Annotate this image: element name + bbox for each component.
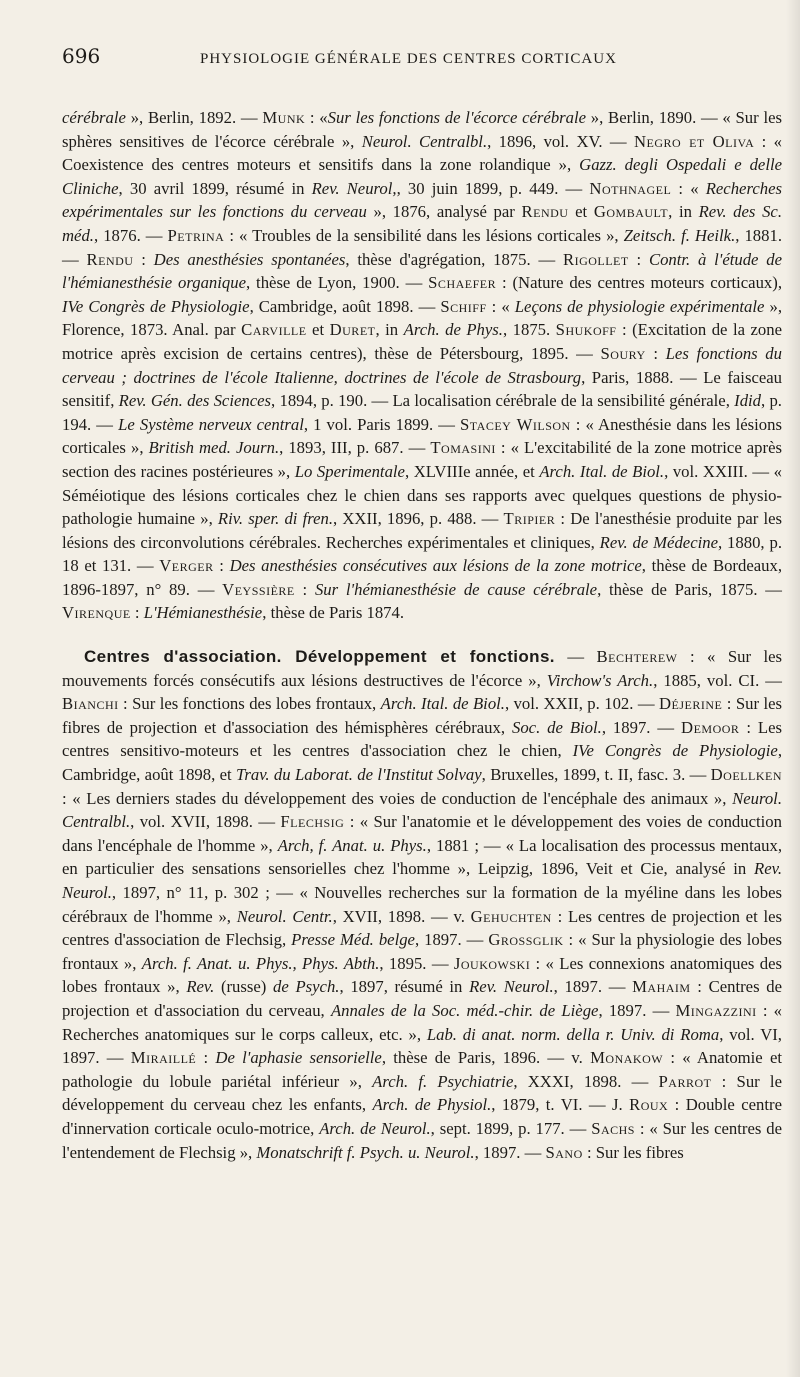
- italic-title: Rev. Gén. des Sciences: [118, 391, 272, 411]
- italic-title: IVe Congrès de Physiologie: [572, 741, 778, 761]
- text-run: : (Excitation de la zone motrice après excision de certains centres), thèse de Pétersbourg, 1895. —: [62, 320, 782, 363]
- author-name: Doellken: [710, 765, 782, 785]
- text-run: : Les centres de projection et les centres d'association de Flechsig,: [62, 906, 782, 950]
- italic-title: de Psych.: [273, 977, 340, 997]
- italic-title: Le Système nerveux central: [118, 414, 304, 434]
- text-run: », 1876, analysé par: [366, 202, 522, 222]
- italic-title: Lab. di anat. norm. della r. Univ. di Roma: [426, 1024, 720, 1044]
- text-run: : Double centre d'innervation corticale oculo-motrice,: [62, 1095, 782, 1138]
- page-header: [62, 44, 782, 68]
- author-name: Verger: [159, 556, 214, 576]
- text-run: , vol. XXII, p. 102. —: [504, 694, 659, 714]
- text-run: : Centres de projection et d'association du cerveau,: [62, 977, 782, 1020]
- section-heading: Centres d'association. Développement et fonctions.: [84, 647, 555, 667]
- author-name: Rendu: [86, 249, 134, 269]
- text-run: , 1875.: [502, 320, 556, 340]
- author-name: Mahaim: [632, 977, 691, 997]
- text-run: , 1879, t. VI. — J.: [491, 1095, 630, 1115]
- italic-title: British med. Journ.: [148, 438, 280, 458]
- author-name: Demoor: [681, 717, 740, 737]
- text-run: :: [196, 1048, 216, 1068]
- text-run: , 1897. —: [474, 1142, 546, 1162]
- author-name: Gombault: [593, 202, 669, 222]
- page-edge-shadow: [786, 0, 800, 1377]
- author-name: Shukoff: [555, 320, 617, 340]
- text-run: , 1894, p. 190. — La localisation cérébrale de la sensibilité générale,: [271, 391, 735, 411]
- author-name: Bianchi: [62, 694, 119, 714]
- text-run: , XXXI, 1898. —: [513, 1071, 659, 1091]
- author-name: Déjerine: [658, 694, 723, 714]
- italic-title: Presse Méd. belge: [291, 930, 415, 950]
- italic-title: De l'aphasie sensorielle: [215, 1048, 382, 1068]
- text-run: , 1881. —: [62, 225, 783, 269]
- text-run: , vol. XXIII. — « Séméiotique des lésions corticales chez le chien dans ses rapports avec quelques questions de physio-pathologie humaine »,: [62, 461, 782, 529]
- text-run: :: [133, 249, 154, 269]
- text-run: , thèse d'agrégation, 1875. —: [345, 249, 563, 269]
- author-name: Tomasini: [430, 438, 496, 458]
- italic-title: Lo Sperimentale: [294, 461, 405, 481]
- text-run: , 1897. —: [414, 930, 489, 950]
- text-run: , 1881 ; — « La localisation des processus mentaux, en particulier des sensations sensorielles chez l'homme », Leipzig, 1896, Veit et Cie, analysé in: [62, 835, 782, 879]
- bibliography-paragraph-association-centres: [62, 645, 782, 1164]
- text-run: : De l'anesthésie produite par les lésions des circonvolutions cérébrales. Recherches expérimentales et cliniques,: [62, 509, 782, 552]
- text-run: : « Anatomie et pathologie du lobule pariétal inférieur »,: [62, 1048, 783, 1091]
- text-run: , 1897. —: [598, 1000, 676, 1020]
- italic-title: Annales de la Soc. méd.-chir. de Liège: [330, 1000, 599, 1020]
- italic-title: Les fonctions du cerveau ; doctrines de l'école Italienne, doctrines de l'école de Strasbourg: [62, 343, 782, 387]
- text-run: : « L'excitabilité de la zone motrice après section des racines postérieures »,: [62, 438, 782, 481]
- text-run: : «: [671, 178, 706, 198]
- text-run: : « Sur la physiologie des lobes frontaux »,: [62, 930, 782, 973]
- italic-title: Rev. de Médecine: [599, 532, 718, 552]
- text-run: », Berlin, 1892. —: [125, 108, 263, 127]
- author-name: Veyssière: [222, 579, 295, 599]
- author-name: Petrina: [167, 225, 225, 245]
- text-run: (russe): [214, 977, 274, 997]
- italic-title: Neurol. Centralbl.: [361, 131, 488, 151]
- text-run: , vol. VI, 1897. —: [62, 1024, 782, 1068]
- text-run: : « Sur les centres de l'entendement de Flechsig »,: [62, 1118, 783, 1162]
- italic-title: Arch. f. Psychiatrie: [372, 1071, 514, 1091]
- italic-title: Neurol. Centr.: [236, 906, 333, 926]
- italic-title: cérébrale: [62, 108, 126, 127]
- text-run: : Sur le développement du cerveau chez les enfants,: [62, 1071, 782, 1115]
- italic-title: Arch. Ital. de Biol.: [539, 461, 665, 481]
- text-run: : « Les connexions anatomiques des lobes frontaux »,: [62, 953, 783, 997]
- text-run: , thèse de Paris 1874.: [262, 603, 405, 623]
- italic-title: Monatschrift f. Psych. u. Neurol.: [256, 1142, 475, 1162]
- text-run: , 30 avril 1899, résumé in: [118, 178, 312, 198]
- text-run: : « Troubles de la sensibilité dans les lésions corticales »,: [224, 225, 624, 245]
- author-name: Schaefer: [428, 273, 497, 293]
- italic-title: Trav. du Laborat. de l'Institut Solvay: [236, 765, 482, 785]
- italic-title: Soc. de Biol.: [511, 717, 602, 737]
- italic-title: Arch. f. Anat. u. Phys., Phys. Abth.: [141, 953, 380, 973]
- text-run: : Sur les fibres: [582, 1142, 684, 1162]
- text-run: , thèse de Bordeaux, 1896-1897, n° 89. —: [62, 556, 783, 599]
- text-run: , 1 vol. Paris 1899. —: [303, 414, 461, 434]
- author-name: Negro et Oliva: [633, 131, 755, 151]
- text-run: , 1893, III, p. 687. —: [279, 438, 431, 458]
- text-run: , 1897, résumé in: [339, 977, 470, 997]
- author-name: Stacey Wilson: [460, 414, 571, 434]
- italic-title: Sur les fonctions de l'écorce cérébrale: [327, 108, 587, 127]
- italic-title: Arch, f. Anat. u. Phys.: [277, 835, 427, 855]
- text-run: : (Nature des centres moteurs corticaux),: [496, 273, 783, 293]
- italic-title: Recherches expérimentales sur les fonctions du cerveau: [62, 178, 782, 222]
- italic-title: Rev. des Sc. méd.: [62, 202, 783, 245]
- text-run: , in: [375, 320, 404, 340]
- text-run: , 30 juin 1899, p. 449. —: [396, 178, 590, 198]
- text-run: : «: [305, 108, 328, 127]
- text-run: :: [130, 603, 144, 623]
- text-run: —: [554, 647, 597, 667]
- text-run: : « Sur l'anatomie et le développement des voies de conduction dans l'encéphale de l'homme »,: [62, 812, 782, 855]
- italic-title: Arch. Ital. de Biol.: [380, 694, 505, 714]
- italic-title: Rev. Neurol.: [469, 977, 554, 997]
- italic-title: Neurol. Centralbl.: [62, 788, 782, 832]
- italic-title: L'Hémianesthésie: [143, 603, 263, 623]
- author-name: Virenque: [62, 603, 131, 623]
- text-run: , 1896, vol. XV. —: [487, 131, 634, 151]
- text-run: , 1876. —: [93, 225, 168, 245]
- author-name: Carville: [241, 320, 307, 340]
- italic-title: Virchow's Arch.: [546, 670, 654, 690]
- text-run: , XLVIIIe année, et: [404, 461, 540, 481]
- bibliography-paragraph-sensibility: [62, 106, 782, 625]
- author-name: Miraillé: [130, 1048, 197, 1068]
- text-run: et: [306, 320, 330, 340]
- text-run: , 1897. —: [553, 977, 633, 997]
- author-name: Mingazzini: [675, 1000, 757, 1020]
- running-head: PHYSIOLOGIE GÉNÉRALE DES CENTRES CORTICAUX: [200, 51, 617, 67]
- text-run: :: [213, 556, 230, 576]
- text-run: : « Les derniers stades du développement des voies de conduction de l'encéphale des animaux »,: [62, 788, 733, 808]
- author-name: Rendu: [521, 202, 569, 222]
- italic-title: Des anesthésies spontanées: [153, 249, 346, 269]
- text-run: : «: [486, 296, 515, 316]
- italic-title: Riv. sper. di fren.: [217, 509, 334, 529]
- text-run: , 1895. —: [379, 953, 454, 973]
- text-run: , sept. 1899, p. 177. —: [430, 1118, 592, 1138]
- author-name: Nothnagel: [589, 178, 672, 198]
- author-name: Gehuchten: [470, 906, 552, 926]
- text-run: , in: [668, 202, 699, 222]
- text-run: et: [568, 202, 594, 222]
- italic-title: Arch. de Physiol.: [372, 1095, 492, 1115]
- text-run: , thèse de Lyon, 1900. —: [246, 273, 429, 293]
- text-run: : « Coexistence des centres moteurs et sensitifs dans la zone rolandique »,: [62, 131, 782, 175]
- text-run: : Sur les fibres de projection et d'association des hémisphères cérébraux,: [62, 694, 782, 737]
- author-name: Roux: [629, 1095, 669, 1115]
- author-name: Tripier: [503, 509, 556, 529]
- text-run: , Bruxelles, 1899, t. II, fasc. 3. —: [481, 765, 711, 785]
- italic-title: Rev. Neurol,: [311, 178, 397, 198]
- author-name: Bechterew: [596, 647, 678, 667]
- text-run: , Cambridge, août 1898. —: [249, 296, 441, 316]
- book-page: [62, 44, 782, 1164]
- text-run: : Les centres sensitivo-moteurs et les centres d'association chez le chien,: [62, 717, 783, 761]
- author-name: Flechsig: [280, 812, 345, 832]
- italic-title: Idid: [734, 391, 762, 411]
- italic-title: Gazz. degli Ospedali e delle Cliniche: [62, 155, 782, 198]
- text-run: : Sur les fonctions des lobes frontaux,: [118, 694, 381, 714]
- text-run: , vol. XVII, 1898. —: [130, 812, 281, 832]
- text-run: , p. 194. —: [62, 391, 782, 434]
- text-run: : « Sur les mouvements forcés consécutifs aux lésions destructives de l'écorce »,: [62, 647, 783, 690]
- text-run: : « Anesthésie dans les lésions corticales »,: [62, 414, 782, 458]
- italic-title: Rev. Neurol.: [62, 859, 782, 902]
- text-run: , Paris, 1888. — Le faisceau sensitif,: [62, 367, 783, 411]
- author-name: Sano: [545, 1142, 583, 1162]
- italic-title: IVe Congrès de Physiologie: [62, 296, 250, 316]
- author-name: Parrot: [658, 1071, 712, 1091]
- text-run: », Berlin, 1890. — « Sur les sphères sensitives de l'écorce cérébrale »,: [62, 108, 782, 151]
- author-name: Schiff: [440, 296, 487, 316]
- text-run: :: [628, 249, 649, 269]
- author-name: Grossglik: [488, 930, 564, 950]
- text-run: , Cambridge, août 1898, et: [62, 741, 782, 785]
- author-name: Sachs: [591, 1118, 635, 1138]
- italic-title: Rev.: [186, 977, 215, 997]
- italic-title: Contr. à l'étude de l'hémianesthésie organique: [62, 249, 782, 293]
- author-name: Rigollet: [562, 249, 629, 269]
- italic-title: Des anesthésies consécutives aux lésions de la zone motrice: [229, 556, 642, 576]
- italic-title: Leçons de physiologie expérimentale: [514, 296, 765, 316]
- text-run: :: [294, 579, 315, 599]
- italic-title: Sur l'hémianesthésie de cause cérébrale: [314, 579, 598, 599]
- text-run: , 1897, n° 11, p. 302 ; — « Nouvelles recherches sur la formation de la myéline dans les lobes cérébraux de l'homme »,: [62, 883, 782, 926]
- page-number: 696: [62, 44, 101, 68]
- italic-title: Zeitsch. f. Heilk.: [623, 225, 736, 245]
- text-run: », Florence, 1873. Anal. par: [62, 296, 783, 340]
- text-run: , XVII, 1898. — v.: [332, 906, 471, 926]
- author-name: Monakow: [590, 1048, 664, 1068]
- text-run: , thèse de Paris, 1896. — v.: [381, 1048, 591, 1068]
- text-run: , XXII, 1896, p. 488. —: [333, 509, 504, 529]
- text-run: : « Recherches anatomiques sur le corps calleux, etc. »,: [62, 1000, 783, 1044]
- italic-title: Arch. de Neurol.: [319, 1118, 431, 1138]
- text-run: , thèse de Paris, 1875. —: [597, 579, 782, 599]
- text-run: , 1885, vol. CI. —: [653, 670, 782, 690]
- italic-title: Arch. de Phys.: [403, 320, 503, 340]
- author-name: Duret: [329, 320, 376, 340]
- text-run: :: [645, 343, 666, 363]
- author-name: Munk: [262, 108, 306, 127]
- text-run: , 1880, p. 18 et 131. —: [62, 532, 782, 576]
- author-name: Joukowski: [453, 953, 531, 973]
- author-name: Soury: [600, 343, 646, 363]
- text-run: , 1897. —: [601, 717, 682, 737]
